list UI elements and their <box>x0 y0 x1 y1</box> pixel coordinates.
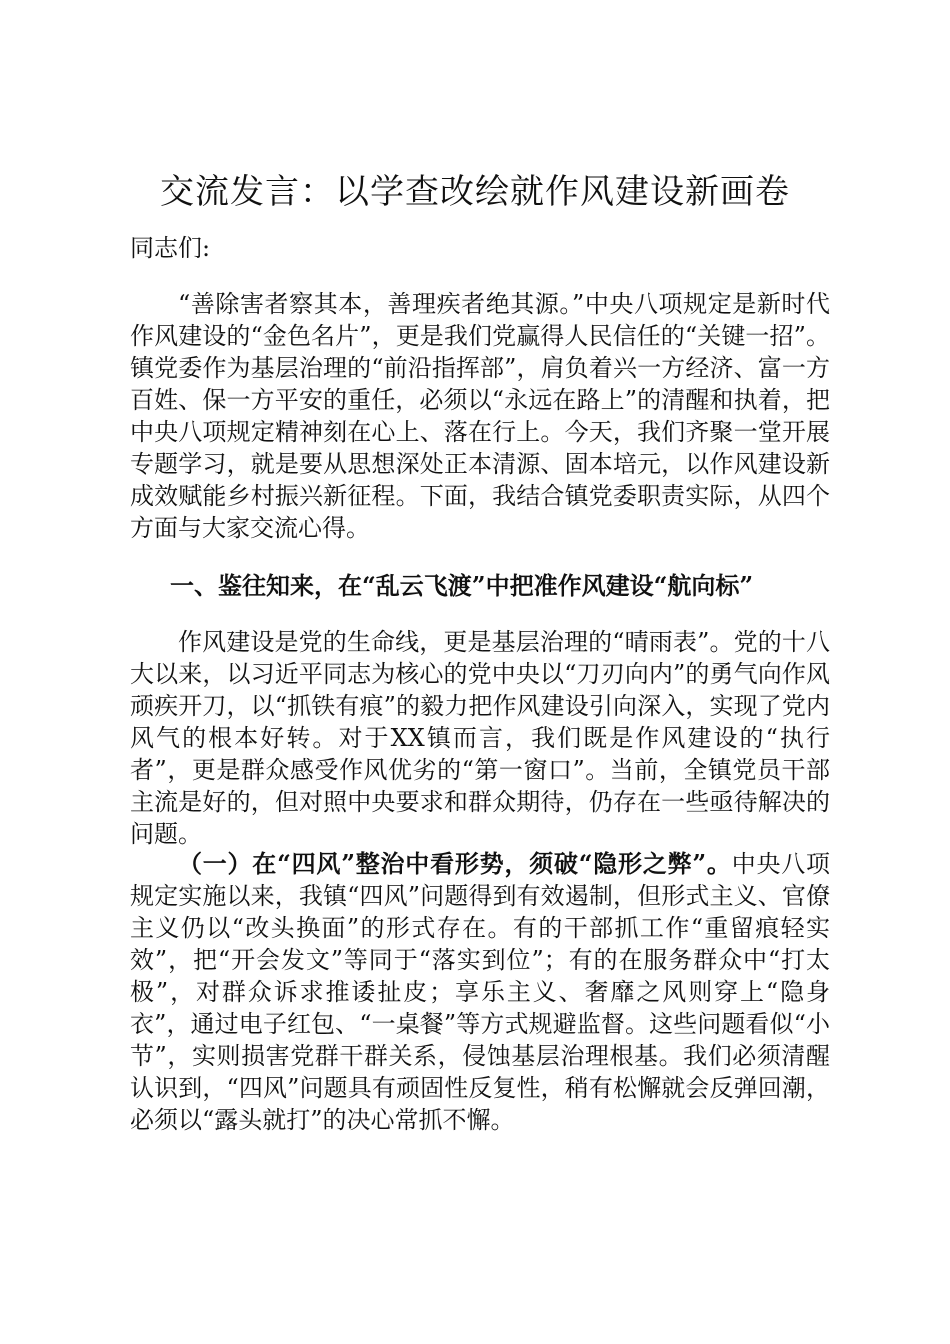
section-heading-1: 一、鉴往知来，在“乱云飞渡”中把准作风建设“航向标” <box>170 571 754 600</box>
paragraph-intro: “善除害者察其本，善理疾者绝其源。”中央八项规定是新时代作风建设的“金色名片”，更是我们党赢得人民信任的“关键一招”。镇党委作为基层治理的“前沿指挥部”，肩负着兴一方经济、富一方百姓、保一方平安的重任，必须以“永远在路上”的清醒和执着，把中央八项规定精神刻在心上、落在行上。今天，我们齐聚一堂开展专题学习，就是要从思想深处正本清源、固本培元，以作风建设新成效赋能乡村振兴新征程。下面，我结合镇党委职责实际，从四个方面与大家交流心得。 <box>130 290 830 542</box>
greeting: 同志们: <box>130 234 211 262</box>
subsection-heading-1: （一）在“四风”整治中看形势，须破“隐形之弊”。 <box>178 849 732 878</box>
document-title: 交流发言：以学查改绘就作风建设新画卷 <box>160 172 790 212</box>
subsection-body-1: 中央八项规定实施以来，我镇“四风”问题得到有效遏制，但形式主义、官僚主义仍以“改头换面”的形式存在。有的干部抓工作“重留痕轻实效”，把“开会发文”等同于“落实到位”；有的在服务群众中“打太极”，对群众诉求推诿扯皮；享乐主义、奢靡之风则穿上“隐身衣”，通过电子红包、“一桌餐”等方式规避监督。这些问题看似“小节”，实则损害党群干群关系，侵蚀基层治理根基。我们必须清醒认识到，“四风”问题具有顽固性反复性，稍有松懈就会反弹回潮，必须以“露头就打”的决心常抓不懈。 <box>130 850 831 1134</box>
paragraph-subsection-1 <box>130 848 830 1136</box>
paragraph-section-1: 作风建设是党的生命线，更是基层治理的“晴雨表”。党的十八大以来，以习近平同志为核心的党中央以“刀刃向内”的勇气向作风顽疾开刀，以“抓铁有痕”的毅力把作风建设引向深入，实现了党内风气的根本好转。对于XX镇而言，我们既是作风建设的“执行者”，更是群众感受作风优劣的“第一窗口”。当前，全镇党员干部主流是好的，但对照中央要求和群众期待，仍存在一些亟待解决的问题。 <box>130 628 830 848</box>
